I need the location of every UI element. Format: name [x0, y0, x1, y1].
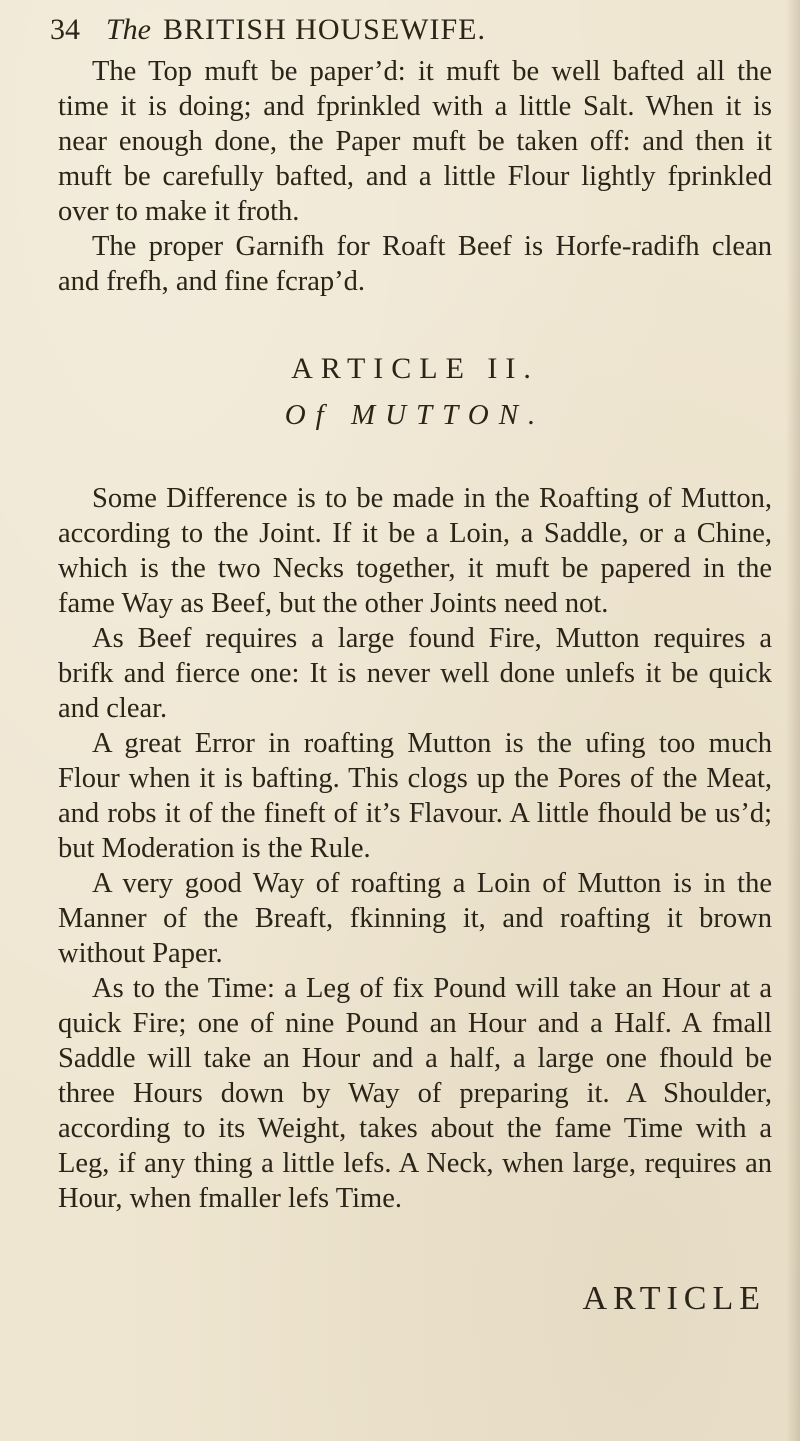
- running-title-prefix: The: [106, 13, 151, 46]
- paragraph: A great Error in roafting Mutton is the ufing too much Flour when it is bafting. This clogs up the Pores of the Meat, and robs it of the fineft of it’s Flavour. A little fhould be us’d; but Moderation is the Rule.: [58, 728, 772, 864]
- paragraph: As Beef requires a large found Fire, Mutton requires a brifk and fierce one: It is never well done unlefs it be quick and clear.: [58, 623, 772, 724]
- paragraph: Some Difference is to be made in the Roafting of Mutton, according to the Joint. If it be a Loin, a Saddle, or a Chine, which is the two Necks together, it muft be papered in the fame Way as Beef, but the other Joints need not.: [58, 483, 772, 619]
- page-number: 34: [50, 13, 80, 46]
- scan-edge-shadow: [786, 0, 800, 1441]
- paragraph: A very good Way of roafting a Loin of Mutton is in the Manner of the Breaft, fkinning it, and roafting it brown without Paper.: [58, 868, 772, 969]
- article-subheading: Of MUTTON.: [284, 399, 546, 431]
- paragraph: The proper Garnifh for Roaft Beef is Horfe-radifh clean and frefh, and fine fcrap’d.: [58, 231, 772, 297]
- paragraph: The Top muft be paper’d: it muft be well bafted all the time it is doing; and fprinkled with a little Salt. When it is near enough done, the Paper muft be taken off: and then it muft be carefully bafted, and a little Flour lightly fprinkled over to make it froth.: [58, 56, 772, 227]
- running-head: [50, 10, 772, 54]
- paragraph: As to the Time: a Leg of fix Pound will take an Hour at a quick Fire; one of nine Pound an Hour and a Half. A fmall Saddle will take an Hour and a half, a large one fhould be three Hours down by Way of preparing it. A Shoulder, according to its Weight, takes about the fame Time with a Leg, if any thing a little lefs. A Neck, when large, requires an Hour, when fmaller lefs Time.: [58, 973, 772, 1214]
- article-heading: ARTICLE II.: [291, 352, 539, 385]
- catchword: ARTICLE: [582, 1280, 766, 1317]
- running-title: BRITISH HOUSEWIFE.: [163, 13, 486, 46]
